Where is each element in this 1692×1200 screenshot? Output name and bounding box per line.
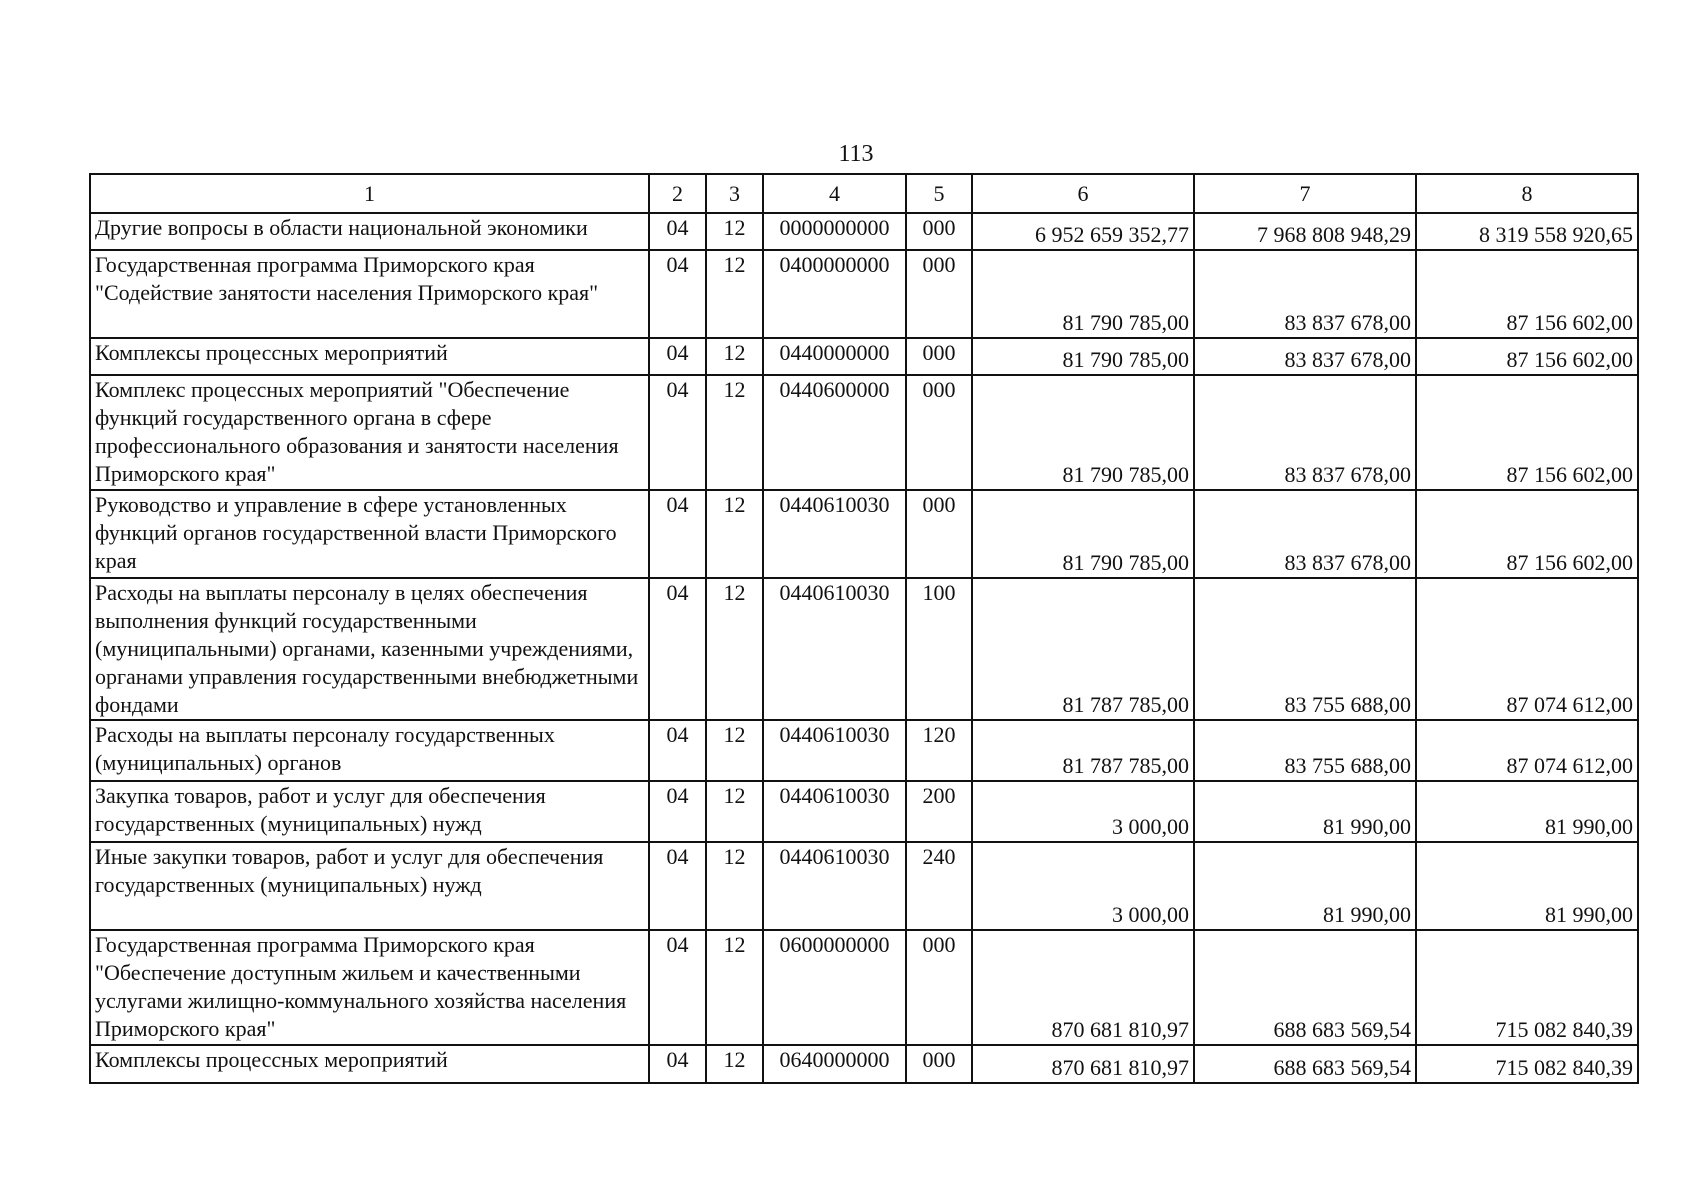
- subsection-code: 12: [706, 250, 763, 338]
- amount-col6: 6 952 659 352,77: [972, 213, 1194, 250]
- amount-col8: 87 156 602,00: [1416, 250, 1638, 338]
- column-number: 6: [972, 174, 1194, 213]
- subsection-code: 12: [706, 1045, 763, 1083]
- amount-col6: 3 000,00: [972, 781, 1194, 842]
- column-number: 1: [90, 174, 649, 213]
- amount-col7: 688 683 569,54: [1194, 1045, 1416, 1083]
- amount-col7: 83 837 678,00: [1194, 250, 1416, 338]
- expense-type-code: 100: [906, 578, 972, 720]
- subsection-code: 12: [706, 490, 763, 578]
- amount-col6: 870 681 810,97: [972, 1045, 1194, 1083]
- section-code: 04: [649, 842, 706, 930]
- section-code: 04: [649, 213, 706, 250]
- amount-col6: 3 000,00: [972, 842, 1194, 930]
- column-number: 4: [763, 174, 906, 213]
- table-row: [90, 1045, 1638, 1083]
- section-code: 04: [649, 338, 706, 375]
- expense-type-code: 000: [906, 490, 972, 578]
- table-row: [90, 338, 1638, 375]
- target-article-code: 0440610030: [763, 578, 906, 720]
- subsection-code: 12: [706, 375, 763, 490]
- amount-col8: 87 156 602,00: [1416, 338, 1638, 375]
- section-code: 04: [649, 930, 706, 1045]
- target-article-code: 0440610030: [763, 490, 906, 578]
- amount-col8: 8 319 558 920,65: [1416, 213, 1638, 250]
- amount-col7: 83 837 678,00: [1194, 490, 1416, 578]
- column-number: 8: [1416, 174, 1638, 213]
- expense-name: Комплексы процессных мероприятий: [90, 338, 649, 375]
- amount-col8: 81 990,00: [1416, 842, 1638, 930]
- column-number: 7: [1194, 174, 1416, 213]
- amount-col7: 83 755 688,00: [1194, 720, 1416, 781]
- expense-type-code: 000: [906, 375, 972, 490]
- table-row: [90, 250, 1638, 338]
- target-article-code: 0440610030: [763, 842, 906, 930]
- amount-col6: 81 790 785,00: [972, 250, 1194, 338]
- column-number: 3: [706, 174, 763, 213]
- page-number: 113: [838, 141, 874, 167]
- amount-col6: 81 790 785,00: [972, 338, 1194, 375]
- table-row: [90, 578, 1638, 720]
- column-number: 2: [649, 174, 706, 213]
- section-code: 04: [649, 375, 706, 490]
- amount-col8: 87 074 612,00: [1416, 578, 1638, 720]
- section-code: 04: [649, 1045, 706, 1083]
- target-article-code: 0440610030: [763, 720, 906, 781]
- amount-col7: 688 683 569,54: [1194, 930, 1416, 1045]
- column-number-row: [90, 174, 1638, 213]
- subsection-code: 12: [706, 338, 763, 375]
- table-row: [90, 781, 1638, 842]
- target-article-code: 0440600000: [763, 375, 906, 490]
- amount-col7: 81 990,00: [1194, 781, 1416, 842]
- expense-type-code: 000: [906, 213, 972, 250]
- section-code: 04: [649, 781, 706, 842]
- expense-name: Другие вопросы в области национальной экономики: [90, 213, 649, 250]
- target-article-code: 0400000000: [763, 250, 906, 338]
- amount-col7: 83 837 678,00: [1194, 338, 1416, 375]
- table-row: [90, 490, 1638, 578]
- subsection-code: 12: [706, 578, 763, 720]
- expense-name: Расходы на выплаты персоналу государственных (муниципальных) органов: [90, 720, 649, 781]
- table-row: [90, 213, 1638, 250]
- subsection-code: 12: [706, 930, 763, 1045]
- expense-name: Иные закупки товаров, работ и услуг для обеспечения государственных (муниципальных) нужд: [90, 842, 649, 930]
- section-code: 04: [649, 578, 706, 720]
- amount-col6: 81 787 785,00: [972, 720, 1194, 781]
- amount-col6: 81 787 785,00: [972, 578, 1194, 720]
- subsection-code: 12: [706, 213, 763, 250]
- expense-name: Руководство и управление в сфере установленных функций органов государственной власти Приморского края: [90, 490, 649, 578]
- expense-name: Государственная программа Приморского края "Обеспечение доступным жильем и качественными услугами жилищно-коммунального хозяйства населения Приморского края": [90, 930, 649, 1045]
- expense-type-code: 240: [906, 842, 972, 930]
- section-code: 04: [649, 250, 706, 338]
- expense-type-code: 120: [906, 720, 972, 781]
- table-row: [90, 930, 1638, 1045]
- amount-col8: 87 156 602,00: [1416, 375, 1638, 490]
- amount-col8: 81 990,00: [1416, 781, 1638, 842]
- target-article-code: 0440000000: [763, 338, 906, 375]
- expense-type-code: 000: [906, 250, 972, 338]
- expense-name: Комплексы процессных мероприятий: [90, 1045, 649, 1083]
- expense-name: Закупка товаров, работ и услуг для обеспечения государственных (муниципальных) нужд: [90, 781, 649, 842]
- expense-name: Государственная программа Приморского края "Содействие занятости населения Приморского края": [90, 250, 649, 338]
- subsection-code: 12: [706, 781, 763, 842]
- target-article-code: 0440610030: [763, 781, 906, 842]
- section-code: 04: [649, 720, 706, 781]
- target-article-code: 0640000000: [763, 1045, 906, 1083]
- amount-col6: 81 790 785,00: [972, 375, 1194, 490]
- target-article-code: 0600000000: [763, 930, 906, 1045]
- expense-name: Комплекс процессных мероприятий "Обеспечение функций государственного органа в сфере профессионального образования и занятости населения Приморского края": [90, 375, 649, 490]
- amount-col7: 83 837 678,00: [1194, 375, 1416, 490]
- amount-col8: 87 074 612,00: [1416, 720, 1638, 781]
- expense-type-code: 200: [906, 781, 972, 842]
- amount-col6: 81 790 785,00: [972, 490, 1194, 578]
- amount-col8: 87 156 602,00: [1416, 490, 1638, 578]
- subsection-code: 12: [706, 842, 763, 930]
- expense-type-code: 000: [906, 338, 972, 375]
- amount-col7: 7 968 808 948,29: [1194, 213, 1416, 250]
- section-code: 04: [649, 490, 706, 578]
- expense-type-code: 000: [906, 930, 972, 1045]
- table-row: [90, 375, 1638, 490]
- subsection-code: 12: [706, 720, 763, 781]
- table-row: [90, 720, 1638, 781]
- amount-col8: 715 082 840,39: [1416, 930, 1638, 1045]
- column-number: 5: [906, 174, 972, 213]
- amount-col8: 715 082 840,39: [1416, 1045, 1638, 1083]
- amount-col6: 870 681 810,97: [972, 930, 1194, 1045]
- budget-table: [89, 173, 1639, 1084]
- table-row: [90, 842, 1638, 930]
- expense-name: Расходы на выплаты персоналу в целях обеспечения выполнения функций государственными (муниципальными) органами, казенными учреждениями, органами управления государственными внебюджетными фондами: [90, 578, 649, 720]
- target-article-code: 0000000000: [763, 213, 906, 250]
- amount-col7: 83 755 688,00: [1194, 578, 1416, 720]
- amount-col7: 81 990,00: [1194, 842, 1416, 930]
- expense-type-code: 000: [906, 1045, 972, 1083]
